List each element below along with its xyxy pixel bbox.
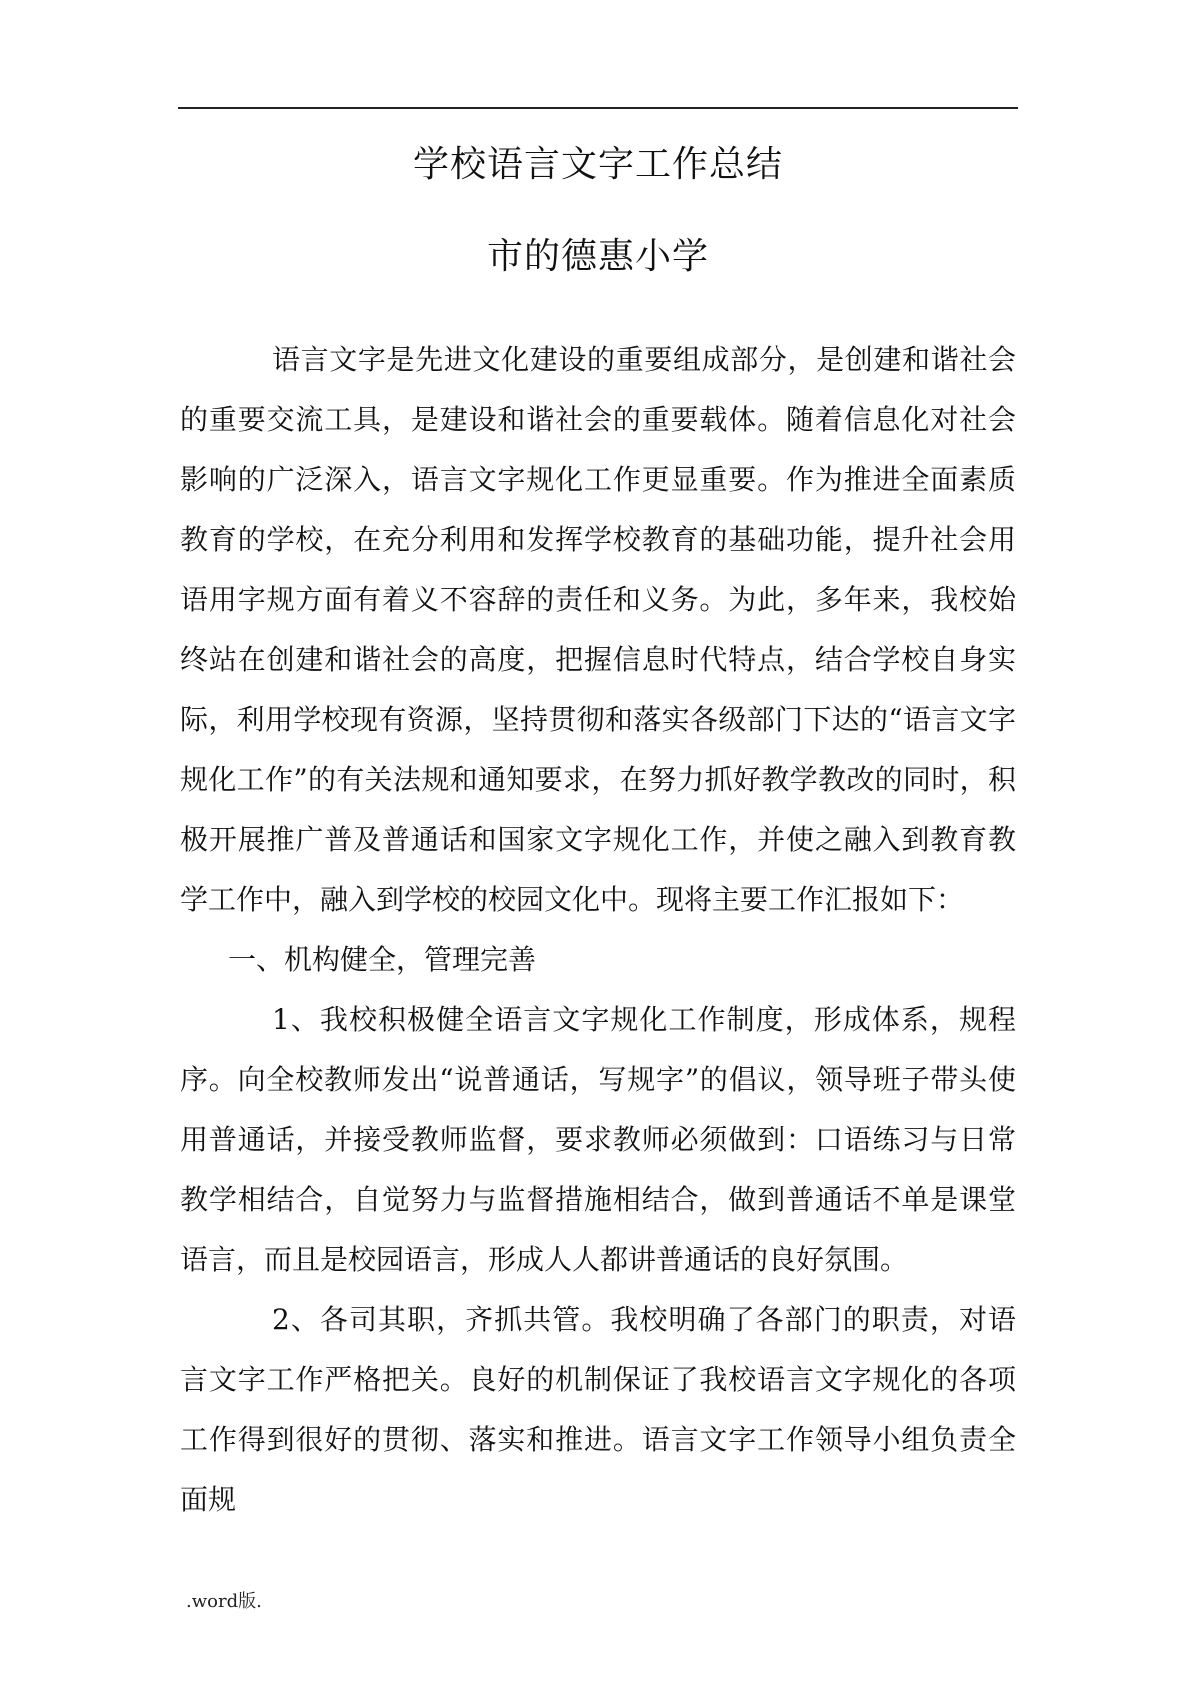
document-title: 学校语言文字工作总结 [412, 144, 783, 185]
paragraph-item-1: 1、我校积极健全语言文字规化工作制度，形成体系，规程序。向全校教师发出“说普通话，写规字”的倡议，领导班子带头使用普通话，并接受教师监督，要求教师必须做到：口语练习与日常教学相结合，自觉努力与监督措施相结合，做到普通话不单是课堂语言，而且是校园语言，形成人人都讲普通话的良好氛围。 [180, 1003, 1016, 1276]
paragraph-item-2: 2、各司其职，齐抓共管。我校明确了各部门的职责，对语言文字工作严格把关。良好的机制保证了我校语言文字规化的各项工作得到很好的贯彻、落实和推进。语言文字工作领导小组负责全面规 [180, 1303, 1016, 1516]
document-subtitle: 市的德惠小学 [486, 236, 709, 277]
document-body [180, 330, 1016, 1530]
header-rule [178, 107, 1018, 109]
section-heading-1: 一、机构健全，管理完善 [228, 943, 537, 976]
page-footer: .word版. [186, 1591, 262, 1612]
paragraph-intro: 语言文字是先进文化建设的重要组成部分，是创建和谐社会的重要交流工具，是建设和谐社会的重要载体。随着信息化对社会影响的广泛深入，语言文字规化工作更显重要。作为推进全面素质教育的学校，在充分利用和发挥学校教育的基础功能，提升社会用语用字规方面有着义不容辞的责任和义务。为此，多年来，我校始终站在创建和谐社会的高度，把握信息时代特点，结合学校自身实际，利用学校现有资源，坚持贯彻和落实各级部门下达的“语言文字规化工作”的有关法规和通知要求，在努力抓好教学教改的同时，积极开展推广普及普通话和国家文字规化工作，并使之融入到教育教学工作中，融入到学校的校园文化中。现将主要工作汇报如下： [180, 343, 1016, 916]
